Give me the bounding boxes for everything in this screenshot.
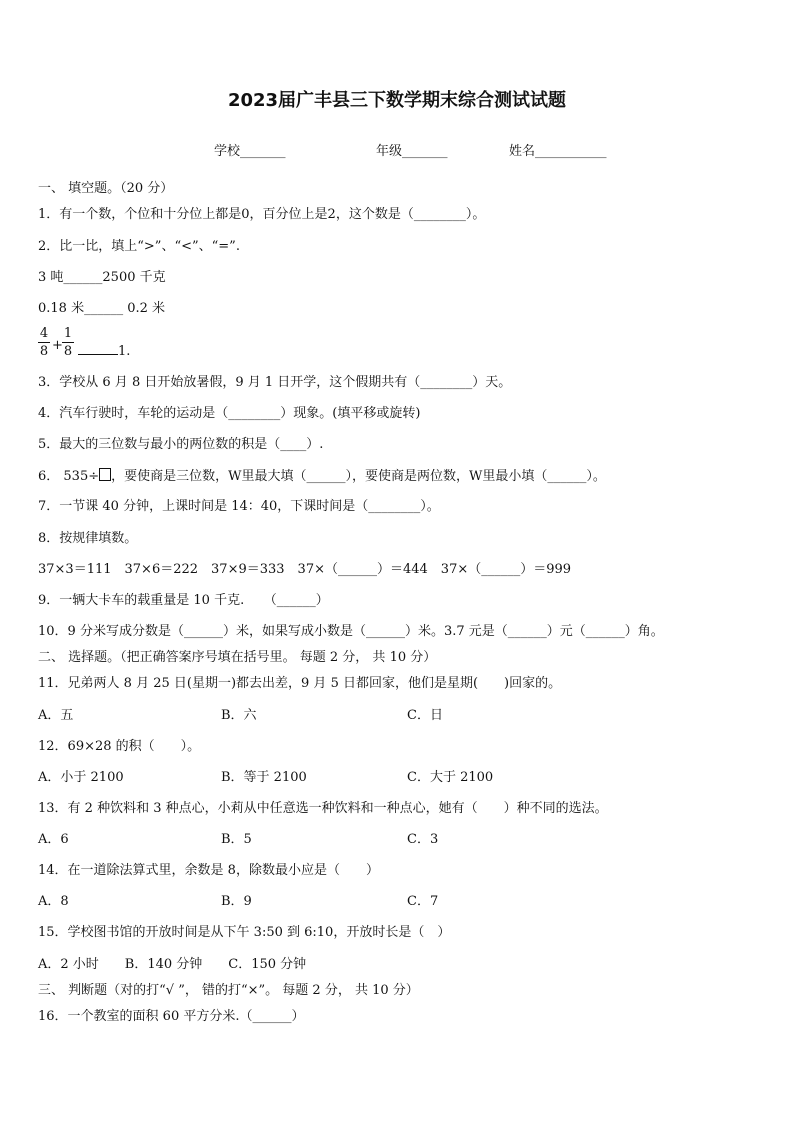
plus-sign: + — [52, 338, 63, 353]
q12-option-a: A．小于 2100 — [38, 770, 124, 785]
question-2b: 0.18 米______ 0.2 米 — [38, 301, 166, 316]
q12-option-c: C．大于 2100 — [407, 770, 494, 785]
empty-box-icon — [99, 468, 111, 481]
school-field: 学校_______ — [214, 144, 286, 159]
q13-option-c: C．3 — [407, 832, 439, 847]
section-heading-multiple-choice: 二、 选择题。（把正确答案序号填在括号里。 每题 2 分， 共 10 分） — [38, 650, 437, 665]
question-12: 12．69×28 的积（ ）。 — [38, 739, 201, 754]
name-field: 姓名___________ — [509, 144, 607, 159]
q13-option-a: A．6 — [38, 832, 69, 847]
q15-options: A．2 小时 B．140 分钟 C．150 分钟 — [38, 957, 307, 972]
question-8: 8．按规律填数。 — [38, 531, 138, 546]
question-8-pattern: 37×3＝111 37×6＝222 37×9＝333 37×（______）＝444 37×（______）＝999 — [38, 562, 572, 577]
question-14: 14．在一道除法算式里，余数是 8，除数最小应是（ ） — [38, 863, 379, 878]
q11-option-c: C．日 — [407, 708, 443, 723]
question-13: 13．有 2 种饮料和 3 种点心，小莉从中任意选一种饮料和一种点心，她有（ ）种不同的选法。 — [38, 801, 608, 816]
q11-option-a: A．五 — [38, 708, 74, 723]
section-heading-fill-blank: 一、 填空题。（20 分） — [38, 181, 174, 196]
question-1: 1．有一个数，个位和十分位上都是0，百分位上是2，这个数是（________）。 — [38, 207, 486, 222]
question-2: 2．比一比，填上“>”、“<”、“=”. — [38, 239, 240, 254]
question-7: 7．一节课 40 分钟，上课时间是 14：40，下课时间是（________）。 — [38, 499, 440, 514]
question-4: 4．汽车行驶时，车轮的运动是（________）现象。(填平移或旋转) — [38, 406, 421, 421]
question-2a: 3 吨______2500 千克 — [38, 270, 166, 285]
question-16: 16．一个教室的面积 60 平方分米.（______） — [38, 1009, 305, 1024]
answer-blank-and-result: 1. — [78, 340, 130, 359]
q14-option-a: A．8 — [38, 894, 69, 909]
question-6: 6． 535÷ ，要使商是三位数，W里最大填（______），要使商是两位数，W里最小填（______）。 — [38, 469, 606, 484]
section-heading-true-false: 三、 判断题（对的打“√ ”， 错的打“×”。 每题 2 分， 共 10 分） — [38, 983, 419, 998]
q14-option-b: B．9 — [221, 894, 252, 909]
fraction-1-8: 1 8 — [63, 326, 73, 359]
q11-option-b: B．六 — [221, 708, 257, 723]
q12-option-b: B．等于 2100 — [221, 770, 307, 785]
page-title: 2023届广丰县三下数学期末综合测试试题 — [227, 90, 567, 111]
question-3: 3．学校从 6 月 8 日开始放暑假，9 月 1 日开学，这个假期共有（________）天。 — [38, 375, 512, 390]
fraction-4-8: 4 8 — [39, 326, 49, 359]
q13-option-b: B．5 — [221, 832, 252, 847]
grade-field: 年级_______ — [376, 144, 448, 159]
question-9: 9．一辆大卡车的载重量是 10 千克. （______） — [38, 593, 329, 608]
question-2c-fraction-expression — [38, 326, 158, 368]
q14-option-c: C．7 — [407, 894, 439, 909]
question-5: 5．最大的三位数与最小的两位数的积是（____）. — [38, 437, 324, 452]
question-11: 11．兄弟两人 8 月 25 日(星期一)都去出差，9 月 5 日都回家，他们是星期( )回家的。 — [38, 676, 562, 691]
question-10: 10．9 分米写成分数是（______）米，如果写成小数是（______）米。3.7 元是（______）元（______）角。 — [38, 624, 664, 639]
question-15: 15．学校图书馆的开放时间是从下午 3:50 到 6:10，开放时长是（ ） — [38, 925, 451, 940]
